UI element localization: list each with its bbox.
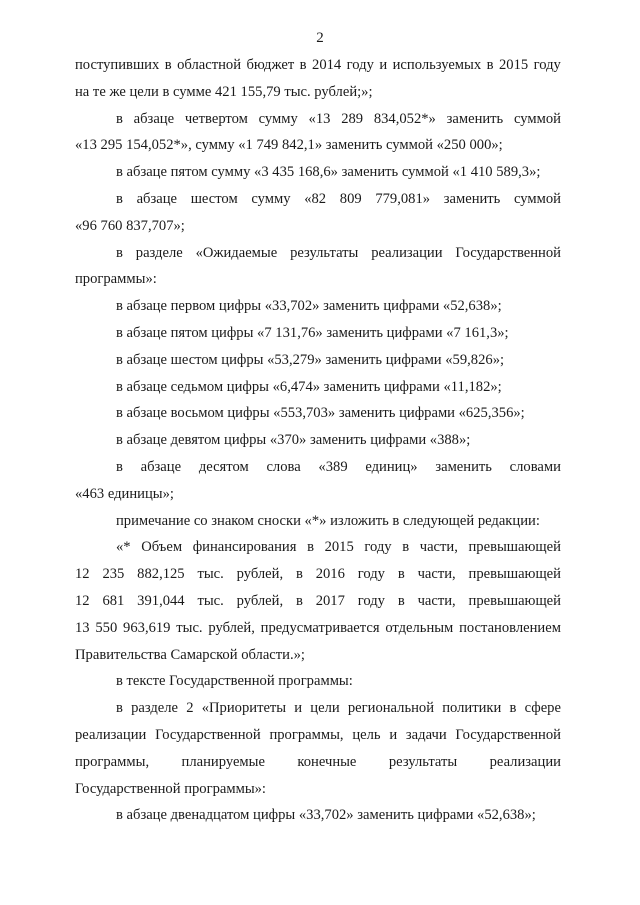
text-line: реализации Государственной программы, цель и задачи Государственной [75,726,561,743]
text-line: в тексте Государственной программы: [116,673,353,690]
paragraph [75,400,561,427]
paragraph [75,802,561,829]
paragraph [75,293,561,320]
text-line: поступивших в областной бюджет в 2014 году и используемых в 2015 году [75,57,561,73]
text-line: Государственной программы»: [75,780,266,797]
paragraph [75,695,561,802]
paragraph [75,240,561,294]
paragraph [75,159,561,186]
document-body [75,52,561,829]
text-line: Правительства Самарской области.»; [75,646,305,663]
text-line: 12 235 882,125 тыс. рублей, в 2016 году в части, превышающей [75,566,561,583]
text-line: в абзаце десятом слова «389 единиц» заменить словами [116,458,561,475]
text-line: примечание со знаком сноски «*» изложить в следующей редакции: [116,512,540,529]
text-line: в абзаце первом цифры «33,702» заменить цифрами «52,638»; [116,298,502,315]
text-line: в абзаце четвертом сумму «13 289 834,052*» заменить суммой [116,110,561,127]
paragraph [75,106,561,160]
text-line: в абзаце восьмом цифры «553,703» заменить цифрами «625,356»; [116,405,525,422]
text-line: программы»: [75,271,157,288]
text-line: на те же цели в сумме 421 155,79 тыс. рублей;»; [75,83,373,100]
page-number: 2 [316,30,324,46]
paragraph [75,668,561,695]
text-line: «13 295 154,052*», сумму «1 749 842,1» заменить суммой «250 000»; [75,137,503,154]
paragraph [75,52,561,106]
paragraph [75,186,561,240]
text-line: в абзаце пятом цифры «7 131,76» заменить цифрами «7 161,3»; [116,324,509,341]
paragraph [75,347,561,374]
text-line: в абзаце шестом сумму «82 809 779,081» заменить суммой [116,190,561,207]
text-line: в абзаце двенадцатом цифры «33,702» заменить цифрами «52,638»; [116,807,536,824]
text-line: «96 760 837,707»; [75,217,185,234]
paragraph [75,427,561,454]
paragraph [75,374,561,401]
text-line: «* Объем финансирования в 2015 году в части, превышающей [116,539,561,556]
text-line: в разделе 2 «Приоритеты и цели региональной политики в сфере [116,700,561,717]
paragraph [75,508,561,535]
text-line: в абзаце девятом цифры «370» заменить цифрами «388»; [116,432,471,449]
text-line: в разделе «Ожидаемые результаты реализации Государственной [116,244,561,261]
paragraph [75,534,561,668]
paragraph [75,320,561,347]
text-line: 12 681 391,044 тыс. рублей, в 2017 году в части, превышающей [75,592,561,609]
paragraph [75,454,561,508]
text-line: в абзаце пятом сумму «3 435 168,6» заменить суммой «1 410 589,3»; [116,164,541,181]
text-line: программы, планируемые конечные результаты реализации [75,753,561,770]
text-line: 13 550 963,619 тыс. рублей, предусматривается отдельным постановлением [75,619,561,636]
text-line: «463 единицы»; [75,485,174,502]
text-line: в абзаце седьмом цифры «6,474» заменить цифрами «11,182»; [116,378,502,395]
text-line: в абзаце шестом цифры «53,279» заменить цифрами «59,826»; [116,351,505,368]
